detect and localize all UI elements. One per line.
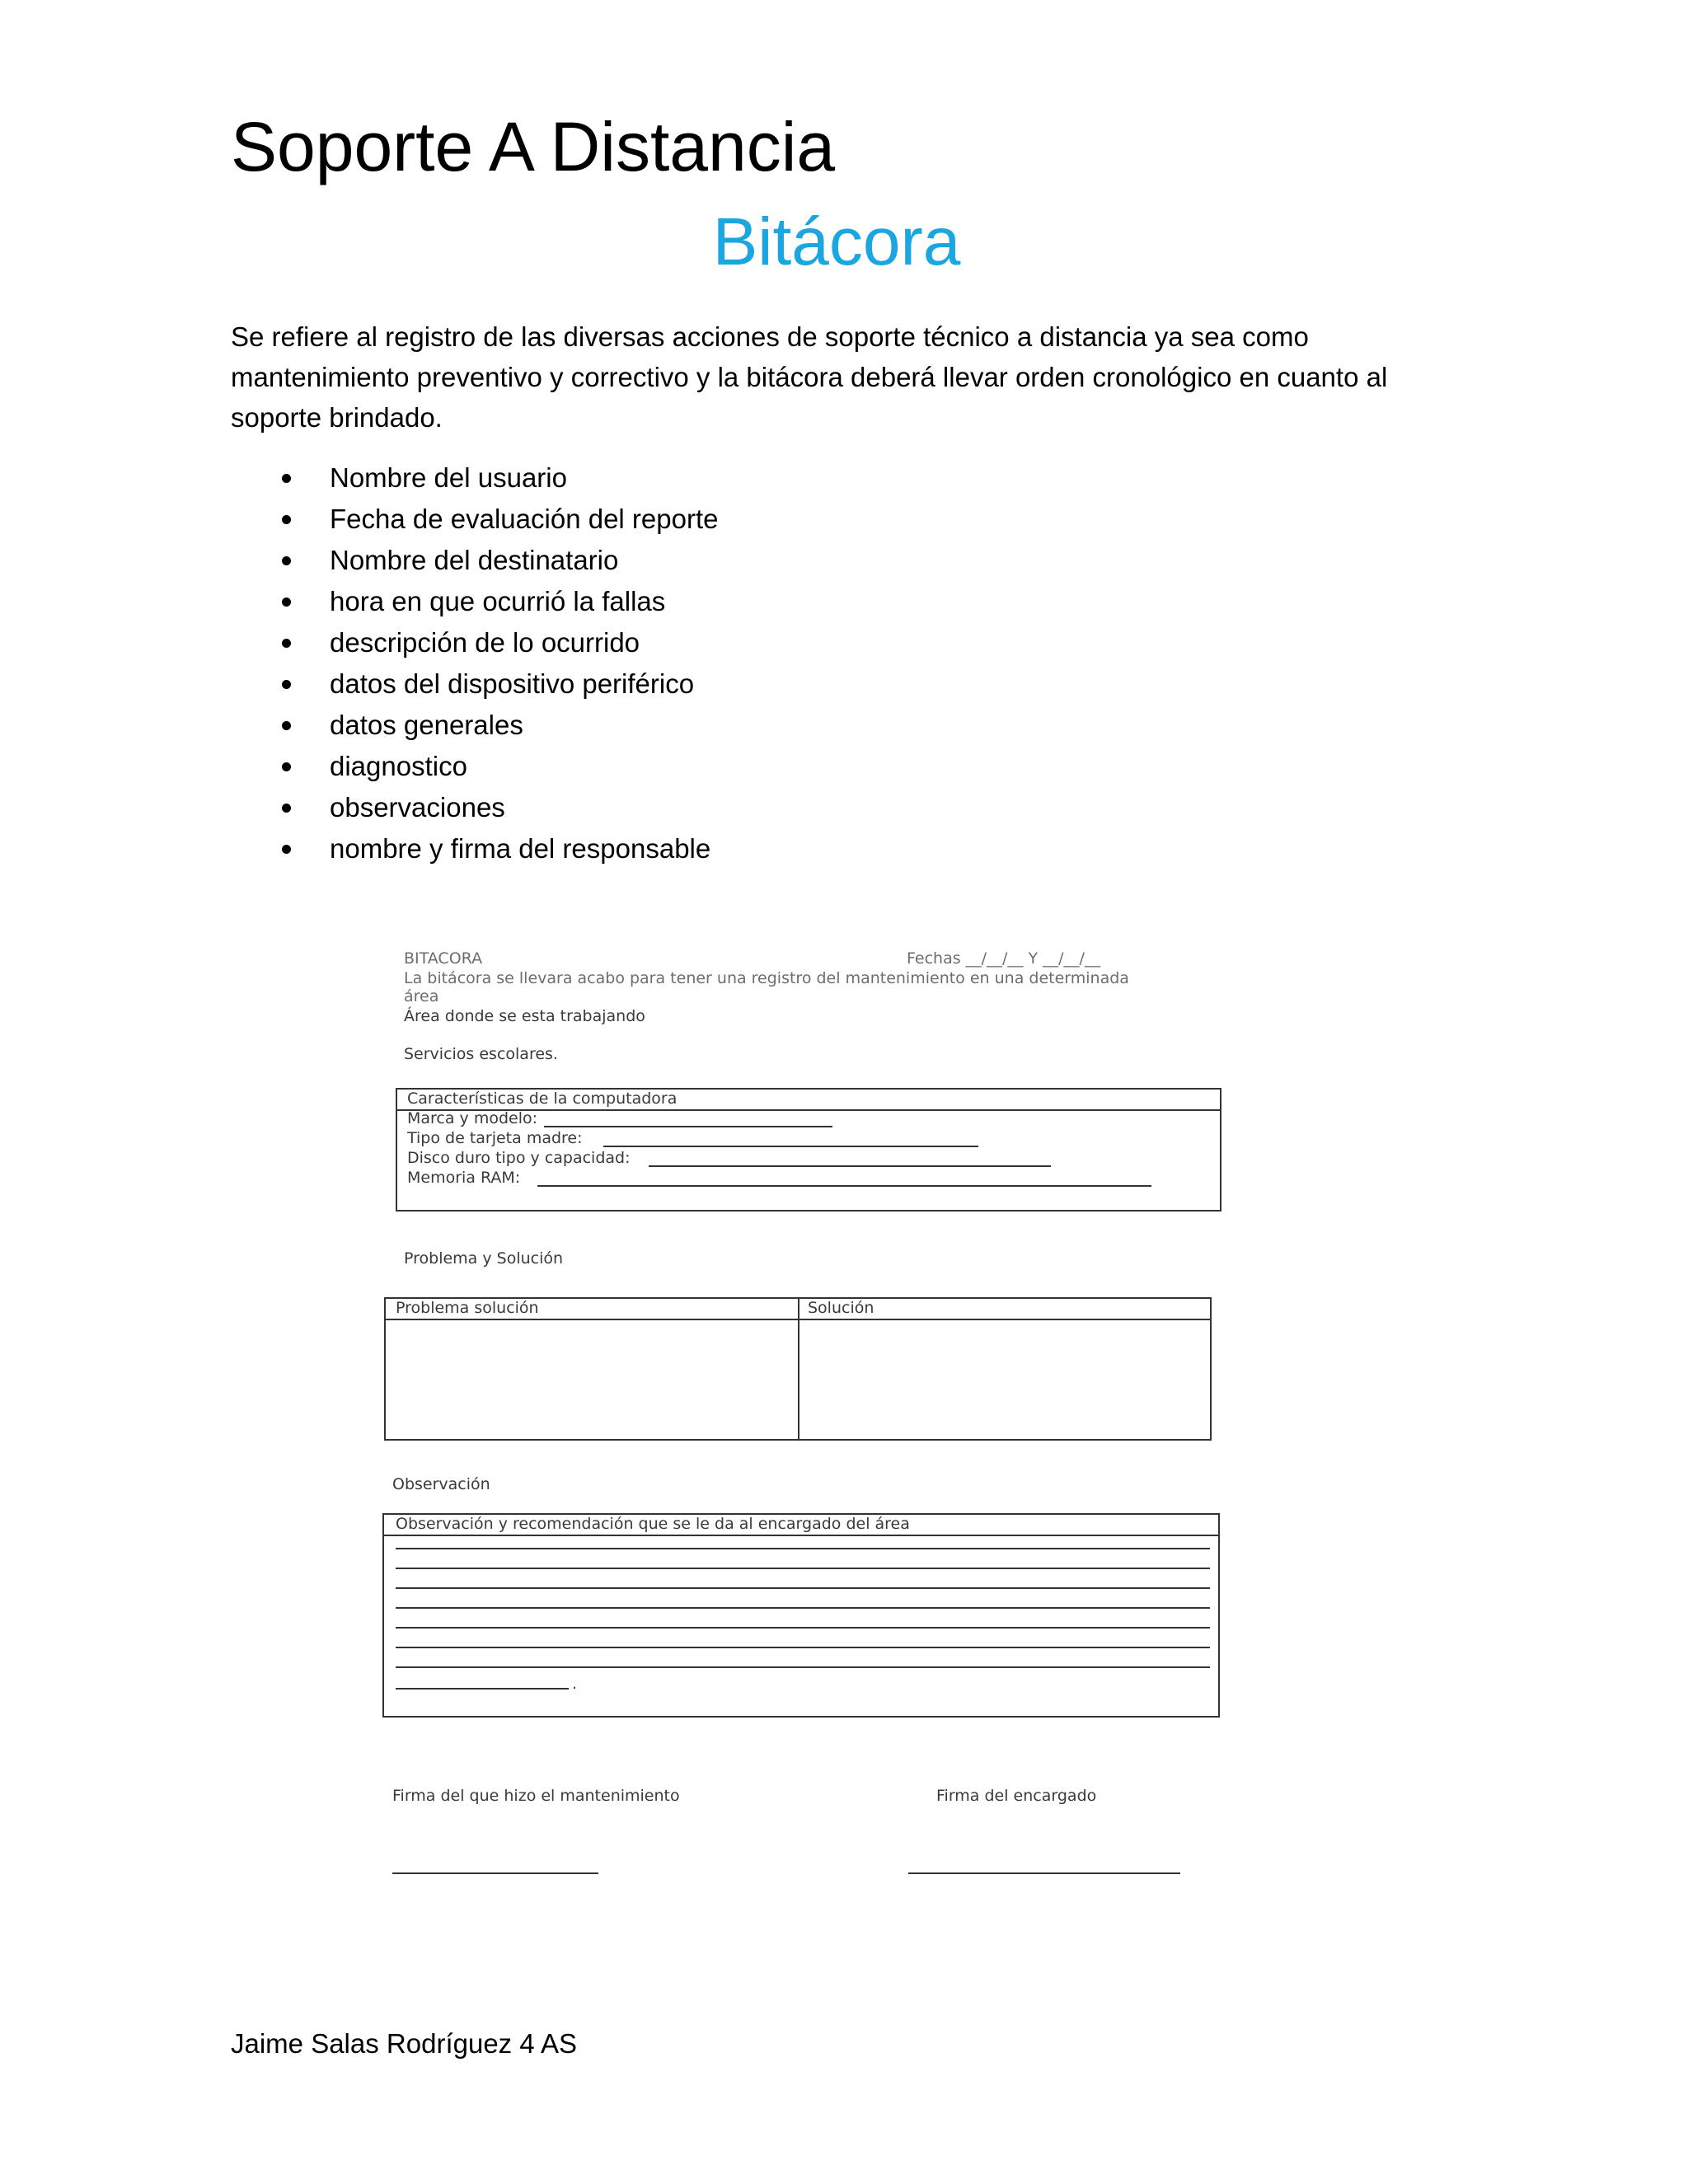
computer-specs-box — [396, 1088, 1221, 1212]
bullet-icon — [282, 680, 291, 689]
observation-line — [396, 1607, 1210, 1609]
brand-model-label: Marca y modelo: — [407, 1109, 538, 1127]
form-description: La bitácora se llevara acabo para tener una registro del mantenimiento en una determinada — [404, 969, 1129, 987]
author-footer: Jaime Salas Rodríguez 4 AS — [231, 2028, 578, 2059]
list-item — [231, 622, 1220, 663]
bullet-icon — [282, 762, 291, 771]
motherboard-line — [603, 1146, 978, 1147]
list-item-text: observaciones — [330, 792, 505, 823]
intro-paragraph: Se refiere al registro de las diversas acciones de soporte técnico a distancia ya sea como mantenimiento preventivo y correctivo y la bitácora deberá llevar orden cronológico en cuanto al soporte brindado. — [231, 321, 1388, 433]
disk-line — [649, 1165, 1051, 1167]
signature-right-line — [908, 1872, 1180, 1874]
observation-box — [382, 1513, 1220, 1718]
list-item — [231, 457, 1220, 499]
signature-right-label: Firma del encargado — [936, 1787, 1097, 1805]
bullet-icon — [282, 639, 291, 648]
solution-column-header: Solución — [808, 1299, 874, 1317]
list-item — [231, 828, 1220, 869]
list-item-text: datos generales — [330, 710, 523, 740]
problem-section-label: Problema y Solución — [404, 1249, 564, 1268]
list-item-text: datos del dispositivo periférico — [330, 668, 695, 699]
problem-solution-table — [384, 1297, 1212, 1441]
signature-left-line — [392, 1872, 598, 1874]
disk-label: Disco duro tipo y capacidad: — [407, 1149, 631, 1167]
list-item-text: Fecha de evaluación del reporte — [330, 504, 719, 534]
bullet-icon — [282, 474, 291, 483]
bullet-icon — [282, 845, 291, 854]
observation-line — [396, 1627, 1210, 1629]
observation-header: Observación y recomendación que se le da al encargado del área — [396, 1515, 910, 1533]
list-item-text: diagnostico — [330, 751, 467, 781]
problem-column-header: Problema solución — [396, 1299, 539, 1317]
list-item — [231, 787, 1220, 828]
form-area-value: Servicios escolares. — [404, 1045, 558, 1063]
bullet-icon — [282, 721, 291, 730]
list-item — [231, 581, 1220, 622]
list-item-text: descripción de lo ocurrido — [330, 627, 640, 658]
form-description-cont: área — [404, 987, 439, 1005]
observation-line — [396, 1568, 1210, 1569]
list-item — [231, 705, 1220, 746]
observation-line — [396, 1688, 569, 1690]
computer-specs-header: Características de la computadora — [407, 1090, 678, 1108]
form-area-label: Área donde se esta trabajando — [404, 1007, 645, 1025]
observation-line — [396, 1666, 1210, 1668]
bullet-icon — [282, 598, 291, 607]
list-item-text: hora en que ocurrió la fallas — [330, 586, 666, 616]
ram-line — [537, 1185, 1151, 1187]
bullet-icon — [282, 804, 291, 813]
brand-model-line — [544, 1126, 832, 1127]
list-item — [231, 499, 1220, 540]
column-divider — [798, 1299, 799, 1439]
list-item — [231, 663, 1220, 705]
motherboard-label: Tipo de tarjeta madre: — [407, 1129, 583, 1147]
list-item — [231, 746, 1220, 787]
observation-end-mark: . — [572, 1675, 578, 1693]
form-header: BITACORA — [404, 949, 483, 968]
requirements-list — [231, 457, 1220, 869]
document-subtitle: Bitácora — [712, 204, 961, 279]
signature-left-label: Firma del que hizo el mantenimiento — [392, 1787, 680, 1805]
bullet-icon — [282, 515, 291, 524]
list-item — [231, 540, 1220, 581]
bitacora-form-image — [379, 940, 1245, 1912]
observation-section-label: Observación — [392, 1475, 490, 1493]
observation-line — [396, 1548, 1210, 1549]
observation-line — [396, 1587, 1210, 1589]
form-dates: Fechas __/__/__ Y __/__/__ — [907, 949, 1100, 968]
list-item-text: nombre y firma del responsable — [330, 833, 711, 864]
bullet-icon — [282, 556, 291, 565]
list-item-text: Nombre del usuario — [330, 462, 567, 493]
document-title: Soporte A Distancia — [231, 108, 836, 185]
ram-label: Memoria RAM: — [407, 1169, 521, 1187]
list-item-text: Nombre del destinatario — [330, 545, 619, 575]
observation-line — [396, 1647, 1210, 1648]
